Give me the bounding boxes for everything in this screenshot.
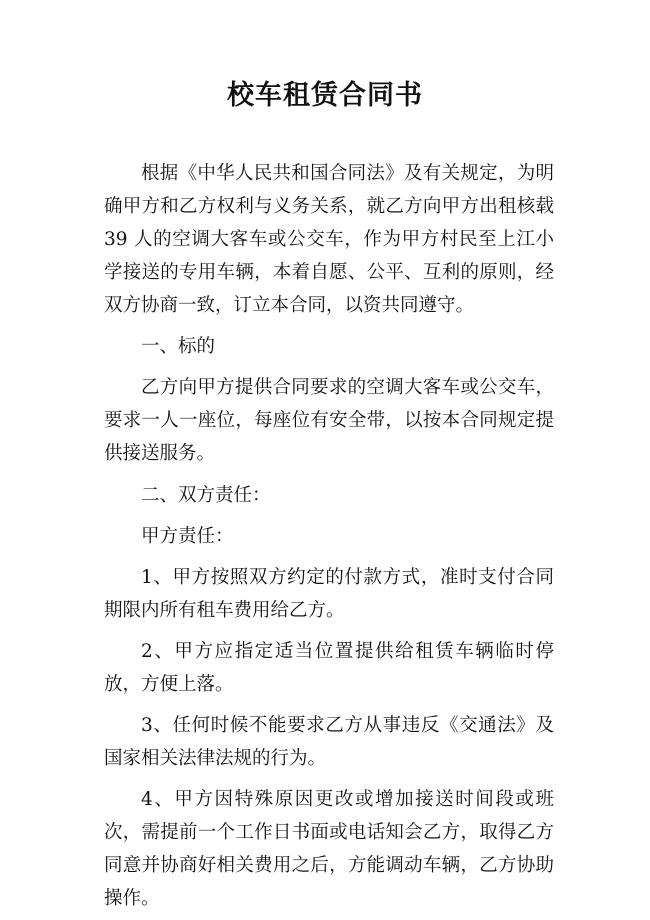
document-body bbox=[104, 157, 554, 915]
section-heading-subject: 一、标的 bbox=[141, 336, 216, 357]
clause-1: 1、甲方按照双方约定的付款方式，准时支付合同期限内所有租车费用给乙方。 bbox=[104, 567, 554, 621]
clause-4: 4、甲方因特殊原因更改或增加接送时间段或班次，需提前一个工作日书面或电话知会乙方，取得乙方同意并协商好相关费用之后，方能调动车辆，乙方协助操作。 bbox=[104, 789, 554, 909]
paragraph-subject: 乙方向甲方提供合同要求的空调大客车或公交车，要求一人一座位，每座位有安全带，以按本合同规定提供接送服务。 bbox=[104, 377, 554, 464]
paragraph-preamble: 根据《中华人民共和国合同法》及有关规定，为明确甲方和乙方权利与义务关系，就乙方向甲方出租核载 39 人的空调大客车或公交车，作为甲方村民至上江小学接送的专用车辆，本着自愿、公平、互利的原则，经双方协商一致，订立本合同，以资共同遵守。 bbox=[104, 163, 554, 316]
clause-2: 2、甲方应指定适当位置提供给租赁车辆临时停放，方便上落。 bbox=[104, 641, 554, 695]
clause-3: 3、任何时候不能要求乙方从事违反《交通法》及国家相关法律法规的行为。 bbox=[104, 715, 554, 769]
subheading-party-a: 甲方责任： bbox=[141, 526, 234, 547]
section-heading-responsibilities: 二、双方责任： bbox=[141, 485, 271, 506]
document-title: 校车租赁合同书 bbox=[227, 80, 423, 111]
